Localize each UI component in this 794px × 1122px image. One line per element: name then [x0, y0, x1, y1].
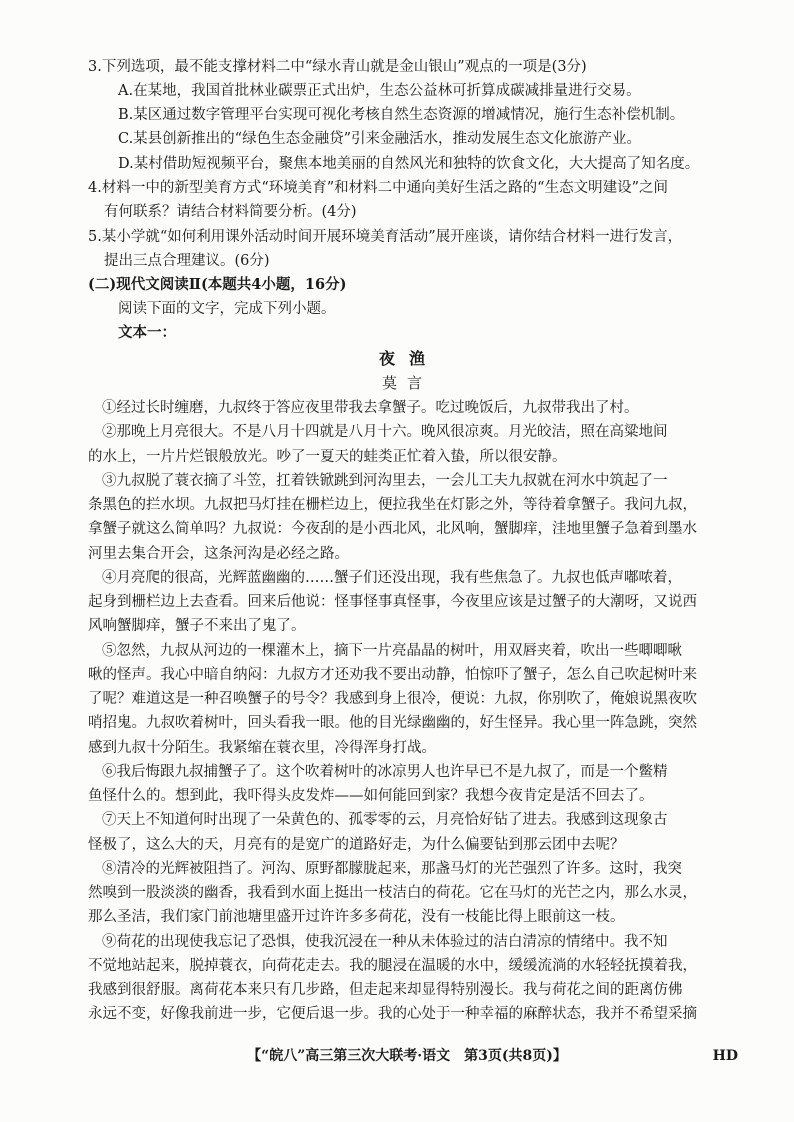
story-line: ⑥我后悔跟九叔捕蟹子了。这个吹着树叶的冰凉男人也许早已不是九叔了，而是一个鳖精: [102, 763, 668, 780]
story-line: 了呢？难道这是一种召唤蟹子的号令？我感到身上很冷，便说：九叔，你别吹了，俺娘说黑夜吹: [88, 691, 697, 707]
story-line: ⑧清冷的光辉被阻挡了。河沟、原野都朦胧起来，那盏马灯的光芒强烈了许多。这时，我突: [102, 860, 682, 877]
story-line: 鱼怪什么的。想到此，我吓得头皮发炸——如何能回到家？我想今夜肯定是活不回去了。: [88, 788, 654, 804]
story-line: 哨招鬼。九叔吹着树叶，回头看我一眼。他的目光绿幽幽的，好生怪异。我心里一阵急跳，突然: [88, 715, 697, 732]
exam-code: HD: [712, 1048, 738, 1064]
text-label: 文本一：: [118, 324, 176, 341]
story-title: 夜渔: [378, 349, 439, 368]
question-4-line-1: 4.材料一中的新型美育方式“环境美育”和材料二中通向美好生活之路的“生态文明建设”之间: [88, 180, 668, 196]
story-line: 起身到栅栏边上去查看。回来后他说：怪事怪事真怪事，今夜里应该是过蟹子的大潮呀，又说西: [88, 594, 697, 610]
story-line: 那么圣洁，我们家门前池塘里盛开过许许多多荷花，没有一枝能比得上眼前这一枝。: [88, 909, 625, 926]
section-heading: (二)现代文阅读Ⅱ(本题共4小题，16分): [88, 276, 347, 293]
story-line: ⑨荷花的出现使我忘记了恐惧，使我沉浸在一种从未体验过的洁白清凉的情绪中。我不知: [102, 933, 668, 950]
story-line: 的水上，一片片烂银般放光。吵了一夏天的蛙类正忙着入蛰，所以很安静。: [88, 448, 567, 465]
section-instruction: 阅读下面的文字，完成下列小题。: [118, 301, 336, 317]
question-3-stem: 3.下列选项，最不能支撑材料二中“绿水青山就是金山银山”观点的一项是(3分): [88, 59, 587, 75]
question-3-option-c: C.某县创新推出的“绿色生态金融贷”引来金融活水，推动发展生态文化旅游产业。: [118, 131, 642, 147]
story-line: ②那晚上月亮很大。不是八月十四就是八月十六。晚风很凉爽。月光皎洁，照在高粱地间: [102, 424, 668, 441]
story-line: 不觉地站起来，脱掉蓑衣，向荷花走去。我的腿浸在温暖的水中，缓缓流淌的水轻轻抚摸着我，: [88, 957, 697, 974]
question-3-option-b: B.某区通过数字管理平台实现可视化考核自然生态资源的增减情况，施行生态补偿机制。: [118, 107, 685, 123]
story-line: ④月亮爬的很高，光辉蓝幽幽的……蟹子们还没出现，我有些焦急了。九叔也低声嘟哝着，: [102, 569, 682, 586]
story-author: 莫言: [381, 374, 432, 392]
story-line: 我感到很舒服。离荷花本来只有几步路，但走起来却显得特别漫长。我与荷花之间的距离仿佛: [88, 982, 683, 998]
question-4-line-2: 有何联系？请结合材料简要分析。(4分): [104, 204, 357, 220]
story-line: ⑦天上不知道何时出现了一朵黄色的、孤零零的云，月亮恰好钻了进去。我感到这现象古: [102, 812, 668, 829]
story-line: ⑤忽然，九叔从河边的一棵灌木上，摘下一片亮晶晶的树叶，用双唇夹着，吹出一些唧唧啾: [102, 642, 682, 659]
story-line: 然嗅到一股淡淡的幽香，我看到水面上挺出一枝洁白的荷花。它在马灯的光芒之内，那么水灵，: [88, 885, 697, 901]
page-footer: 【“皖八”高三第三次大联考·语文 第3页(共8页)】: [247, 1048, 567, 1064]
question-5-line-1: 5.某小学就“如何利用课外活动时间开展环境美育活动”展开座谈，请你结合材料一进行发言，: [88, 229, 683, 245]
question-5-line-2: 提出三点合理建议。(6分): [104, 253, 270, 269]
story-line: 风响蟹脚痒，蟹子不来出了鬼了。: [88, 618, 306, 635]
story-line: ③九叔脱了蓑衣摘了斗笠，扛着铁锨跳到河沟里去，一会儿工夫九叔就在河水中筑起了一: [102, 472, 668, 489]
story-line: 永远不变，好像我前进一步，它便后退一步。我的心处于一种幸福的麻醉状态，我并不希望采摘: [88, 1006, 697, 1023]
story-line: 条黑色的拦水坝。九叔把马灯挂在栅栏边上，便拉我坐在灯影之外，等待着拿蟹子。我问九叔，: [88, 497, 697, 513]
story-line: 拿蟹子就这么简单吗？九叔说：今夜刮的是小西北风，北风响，蟹脚痒，洼地里蟹子急着到墨水: [88, 521, 697, 538]
question-3-option-d: D.某村借助短视频平台，聚焦本地美丽的自然风光和独特的饮食文化，大大提高了知名度。: [118, 156, 700, 172]
story-line: 怪极了，这么大的天，月亮有的是宽广的道路好走，为什么偏要钻到那云团中去呢？: [88, 836, 625, 853]
story-line: 啾的怪声。我心中暗自纳闷：九叔方才还劝我不要出动静，怕惊吓了蟹子，怎么自己吹起树叶来: [88, 666, 697, 683]
story-line: 河里去集合开会，这条河沟是必经之路。: [88, 545, 349, 562]
story-line: ①经过长时缠磨，九叔终于答应夜里带我去拿蟹子。吃过晚饭后，九叔带我出了村。: [102, 400, 639, 416]
question-3-option-a: A.在某地，我国首批林业碳票正式出炉，生态公益林可折算成碳减排量进行交易。: [118, 83, 641, 99]
story-line: 感到九叔十分陌生。我紧缩在蓑衣里，冷得浑身打战。: [88, 739, 436, 756]
